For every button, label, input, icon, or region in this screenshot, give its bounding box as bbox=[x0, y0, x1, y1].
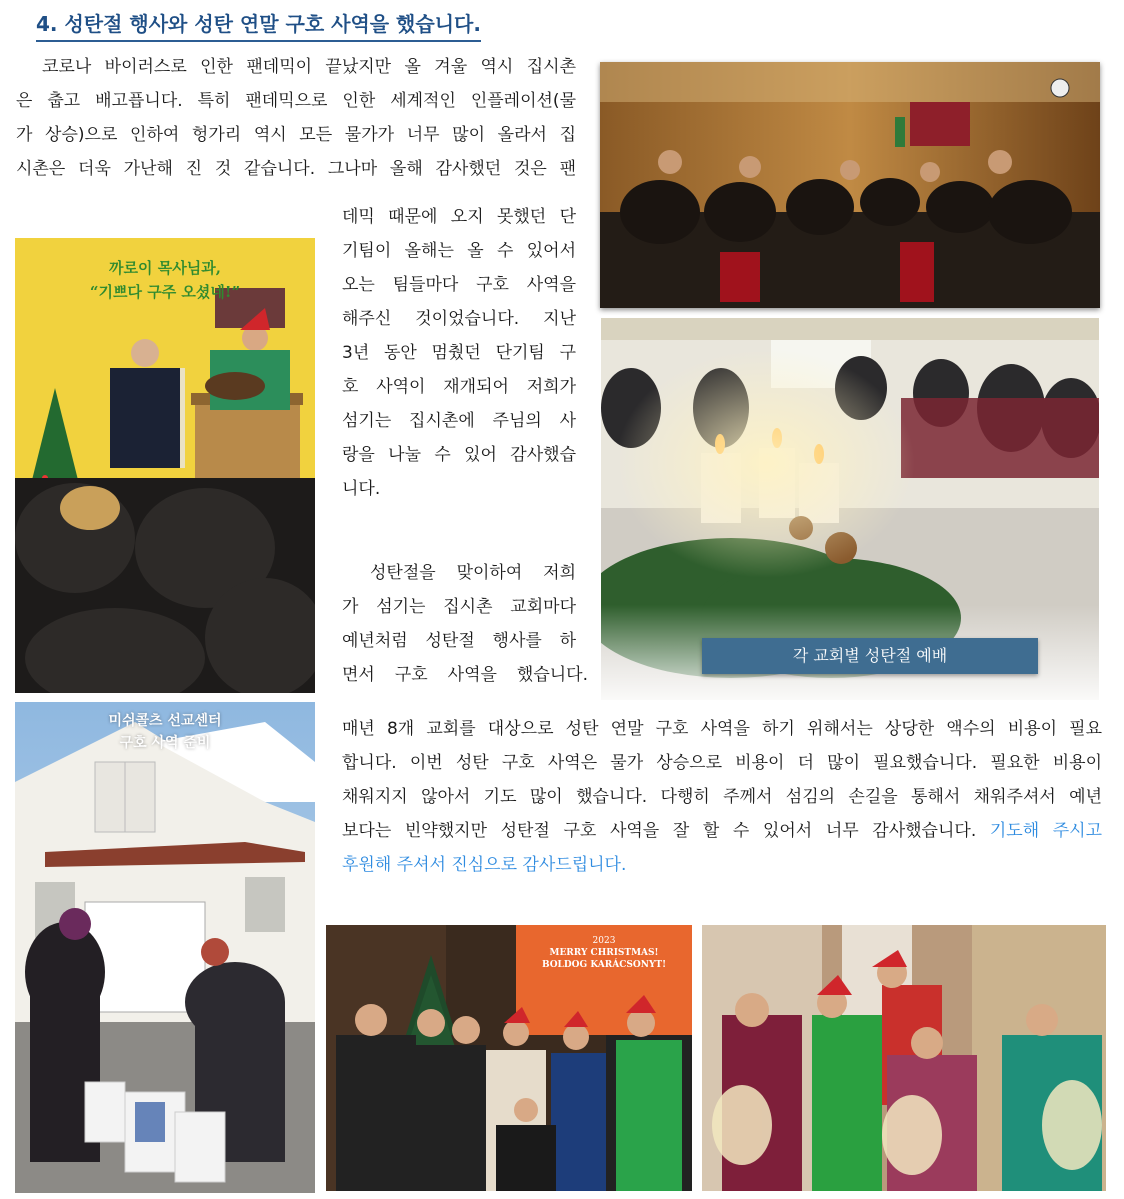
text-line: 가 상승)으로 인하여 헝가리 역시 모든 물가가 너무 많이 올라서 집 bbox=[16, 125, 576, 145]
text-line: 합니다. 이번 성탄 구호 사역은 물가 상승으로 비용이 더 많이 필요했습니다. 필요한 비용이 bbox=[342, 753, 1102, 773]
text-line: 데믹 때문에 오지 못했던 단 bbox=[342, 207, 576, 227]
text-line: 시촌은 더욱 가난해 진 것 같습니다. 그나마 올해 감사했던 것은 팬 bbox=[16, 159, 576, 179]
section-heading: 4. 성탄절 행사와 성탄 연말 구호 사역을 했습니다. bbox=[36, 8, 481, 42]
caption-line: 미쉬콜츠 선교센터 bbox=[108, 713, 222, 729]
paragraph-relief bbox=[342, 712, 1102, 882]
text-line: 채워지지 않아서 기도 많이 했습니다. 다행히 주께서 섬김의 손길을 통해서 채워주셔서 예년 bbox=[342, 787, 1102, 807]
photo-caption-services: 각 교회별 성탄절 예배 bbox=[702, 638, 1038, 674]
text-line: 매년 8개 교회를 대상으로 성탄 연말 구호 사역을 하기 위해서는 상당한 액수의 비용이 필요 bbox=[342, 719, 1102, 739]
photo-team-group bbox=[326, 925, 692, 1191]
text-line: 은 춥고 배고픕니다. 특히 팬데믹으로 인한 세계적인 인플레이션(물 bbox=[16, 91, 576, 111]
banner-year: 2023 bbox=[592, 936, 616, 946]
photo-caption-center bbox=[15, 710, 315, 754]
text-line: 오는 팀들마다 구호 사역을 bbox=[342, 275, 576, 295]
paragraph-column bbox=[342, 200, 576, 506]
highlight-text: 후원해 주셔서 진심으로 감사드립니다. bbox=[342, 855, 627, 875]
caption-line: 구호 사역 준비 bbox=[119, 735, 211, 751]
text-line bbox=[342, 814, 1102, 848]
text-line: 면서 구호 사역을 했습니다. bbox=[342, 665, 588, 685]
photo-caption-pastor bbox=[15, 256, 315, 304]
text-segment: 보다는 빈약했지만 성탄절 구호 사역을 잘 할 수 있어서 너무 감사했습니다. bbox=[342, 821, 990, 841]
text-line: 기팀이 올해는 올 수 있어서 bbox=[342, 241, 576, 261]
photo-pastor-singing bbox=[15, 238, 315, 693]
paragraph-intro bbox=[16, 50, 576, 186]
text-line: 코로나 바이러스로 인한 팬데믹이 끝났지만 올 겨울 역시 집시촌 bbox=[42, 57, 576, 77]
text-line: 3년 동안 멈췄던 단기팀 구 bbox=[342, 343, 576, 363]
text-line: 니다. bbox=[342, 479, 381, 499]
paragraph-christmas bbox=[342, 556, 588, 692]
banner-text bbox=[518, 935, 690, 971]
text-line: 해주신 것이었습니다. 지난 bbox=[342, 309, 576, 329]
photo-mission-center bbox=[15, 702, 315, 1193]
text-line: 성탄절을 맞이하여 저희 bbox=[370, 563, 576, 583]
photo-gift-distribution bbox=[702, 925, 1106, 1191]
text-line: 가 섬기는 집시촌 교회마다 bbox=[342, 597, 576, 617]
text-line: 섬기는 집시촌에 주님의 사 bbox=[342, 411, 576, 431]
banner-line: MERRY CHRISTMAS! bbox=[549, 948, 659, 958]
highlight-text: 기도해 주시고 bbox=[989, 821, 1102, 841]
caption-line: 까로이 목사님과, bbox=[109, 259, 221, 277]
caption-line: “기쁘다 구주 오셨네!” bbox=[89, 283, 241, 301]
banner-line: BOLDOG KARÁCSONYT! bbox=[541, 960, 667, 970]
photo-church-interior bbox=[600, 62, 1100, 308]
text-line: 호 사역이 재개되어 저희가 bbox=[342, 377, 576, 397]
text-line: 랑을 나눌 수 있어 감사했습 bbox=[342, 445, 576, 465]
text-line: 예년처럼 성탄절 행사를 하 bbox=[342, 631, 576, 651]
